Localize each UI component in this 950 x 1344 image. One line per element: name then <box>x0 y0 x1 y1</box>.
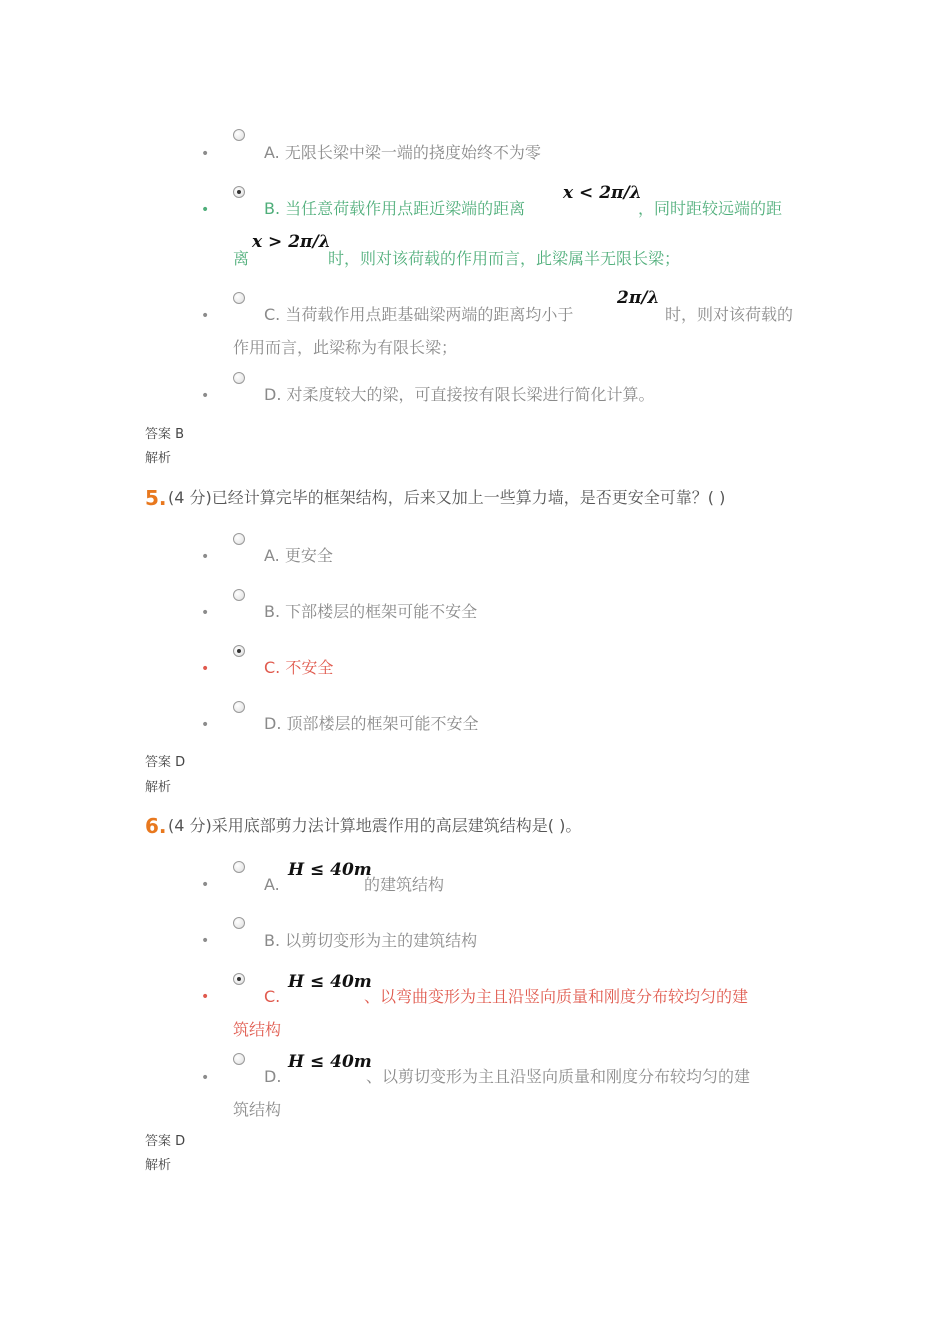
option-q5-d[interactable] <box>264 716 479 732</box>
bullet-dot-icon: • <box>201 549 210 565</box>
option-text: 下部楼层的框架可能不安全 <box>285 602 478 621</box>
option-text: 筑结构 <box>233 1020 282 1039</box>
option-letter: B. <box>264 602 281 621</box>
radio-q4-d-icon[interactable] <box>233 372 245 384</box>
option-text: 筑结构 <box>233 1100 282 1119</box>
option-text: 、以弯曲变形为主且沿竖向质量和刚度分布较均匀的建 <box>364 987 749 1006</box>
bullet-dot-icon: • <box>201 877 210 893</box>
radio-q5-d-icon[interactable] <box>233 701 245 713</box>
option-text: 更安全 <box>284 546 333 565</box>
question-number: 5. <box>145 486 167 510</box>
option-text: 当任意荷载作用点距近梁端的距离 <box>285 199 526 218</box>
option-text: 当荷载作用点距基础梁两端的距离均小于 <box>285 305 574 324</box>
question-number: 6. <box>145 814 167 838</box>
option-text: 作用而言，此梁称为有限长梁； <box>233 338 458 357</box>
radio-q4-c-icon[interactable] <box>233 292 245 304</box>
option-letter: D. <box>264 714 282 733</box>
math-formula: H ≤ 40m <box>288 972 372 992</box>
answer-label: 答案 B <box>145 427 185 442</box>
option-text: 顶部楼层的框架可能不安全 <box>286 714 479 733</box>
radio-q4-a-icon[interactable] <box>233 129 245 141</box>
math-formula: x < 2π/λ <box>563 183 642 203</box>
option-letter[interactable]: A. <box>264 875 280 894</box>
option-q4-c-line1[interactable] <box>264 307 573 323</box>
option-text: 无限长梁中梁一端的挠度始终不为零 <box>284 143 541 162</box>
radio-q6-c-icon[interactable] <box>233 973 245 985</box>
option-letter: A. <box>264 143 280 162</box>
question-text: (4 分)采用底部剪力法计算地震作用的高层建筑结构是( )。 <box>168 816 582 835</box>
bullet-dot-icon: • <box>201 308 210 324</box>
bullet-dot-icon: • <box>201 989 210 1005</box>
option-text: ，同时距较远端的距 <box>638 199 783 218</box>
math-formula: H ≤ 40m <box>288 1052 372 1072</box>
radio-q5-c-icon[interactable] <box>233 645 245 657</box>
bullet-dot-icon: • <box>201 202 210 218</box>
bullet-dot-icon: • <box>201 933 210 949</box>
radio-q4-b-icon[interactable] <box>233 186 245 198</box>
option-q4-a[interactable] <box>264 145 541 161</box>
bullet-dot-icon: • <box>201 1070 210 1086</box>
option-text: 、以剪切变形为主且沿竖向质量和刚度分布较均匀的建 <box>366 1067 751 1086</box>
option-text: 的建筑结构 <box>364 875 445 894</box>
option-q5-c[interactable] <box>264 660 333 676</box>
math-formula: H ≤ 40m <box>288 860 372 880</box>
radio-q5-a-icon[interactable] <box>233 533 245 545</box>
option-text: 时，则对该荷载的作用而言，此梁属半无限长梁； <box>328 249 681 268</box>
option-q6-b[interactable] <box>264 933 477 949</box>
option-text: 时，则对该荷载的 <box>665 305 794 324</box>
math-formula: 2π/λ <box>617 288 660 308</box>
analysis-label: 解析 <box>145 780 172 795</box>
option-q5-a[interactable] <box>264 548 333 564</box>
option-q4-b-line1[interactable] <box>264 201 525 217</box>
question-text: (4 分)已经计算完毕的框架结构，后来又加上一些算力墙，是否更安全可靠？( ) <box>168 488 726 507</box>
bullet-dot-icon: • <box>201 146 210 162</box>
radio-q5-b-icon[interactable] <box>233 589 245 601</box>
option-letter[interactable]: D. <box>264 1067 282 1086</box>
option-letter: D. <box>264 385 282 404</box>
bullet-dot-icon: • <box>201 661 210 677</box>
option-letter: A. <box>264 546 280 565</box>
analysis-label: 解析 <box>145 1158 172 1173</box>
analysis-label: 解析 <box>145 451 172 466</box>
bullet-dot-icon: • <box>201 605 210 621</box>
option-letter: C. <box>264 658 281 677</box>
option-letter: B. <box>264 931 281 950</box>
math-formula: x > 2π/λ <box>252 232 331 252</box>
answer-label: 答案 D <box>145 1134 186 1149</box>
option-text: 对柔度较大的梁，可直接按有限长梁进行简化计算。 <box>286 385 655 404</box>
option-letter: C. <box>264 305 281 324</box>
bullet-dot-icon: • <box>201 717 210 733</box>
option-text: 以剪切变形为主的建筑结构 <box>285 931 478 950</box>
radio-q6-a-icon[interactable] <box>233 861 245 873</box>
answer-label: 答案 D <box>145 755 186 770</box>
option-q4-d[interactable] <box>264 387 655 403</box>
radio-q6-b-icon[interactable] <box>233 917 245 929</box>
option-text: 不安全 <box>285 658 334 677</box>
option-letter[interactable]: C. <box>264 987 281 1006</box>
option-q5-b[interactable] <box>264 604 477 620</box>
bullet-dot-icon: • <box>201 388 210 404</box>
radio-q6-d-icon[interactable] <box>233 1053 245 1065</box>
option-text: 离 <box>233 249 250 268</box>
option-letter: B. <box>264 199 281 218</box>
